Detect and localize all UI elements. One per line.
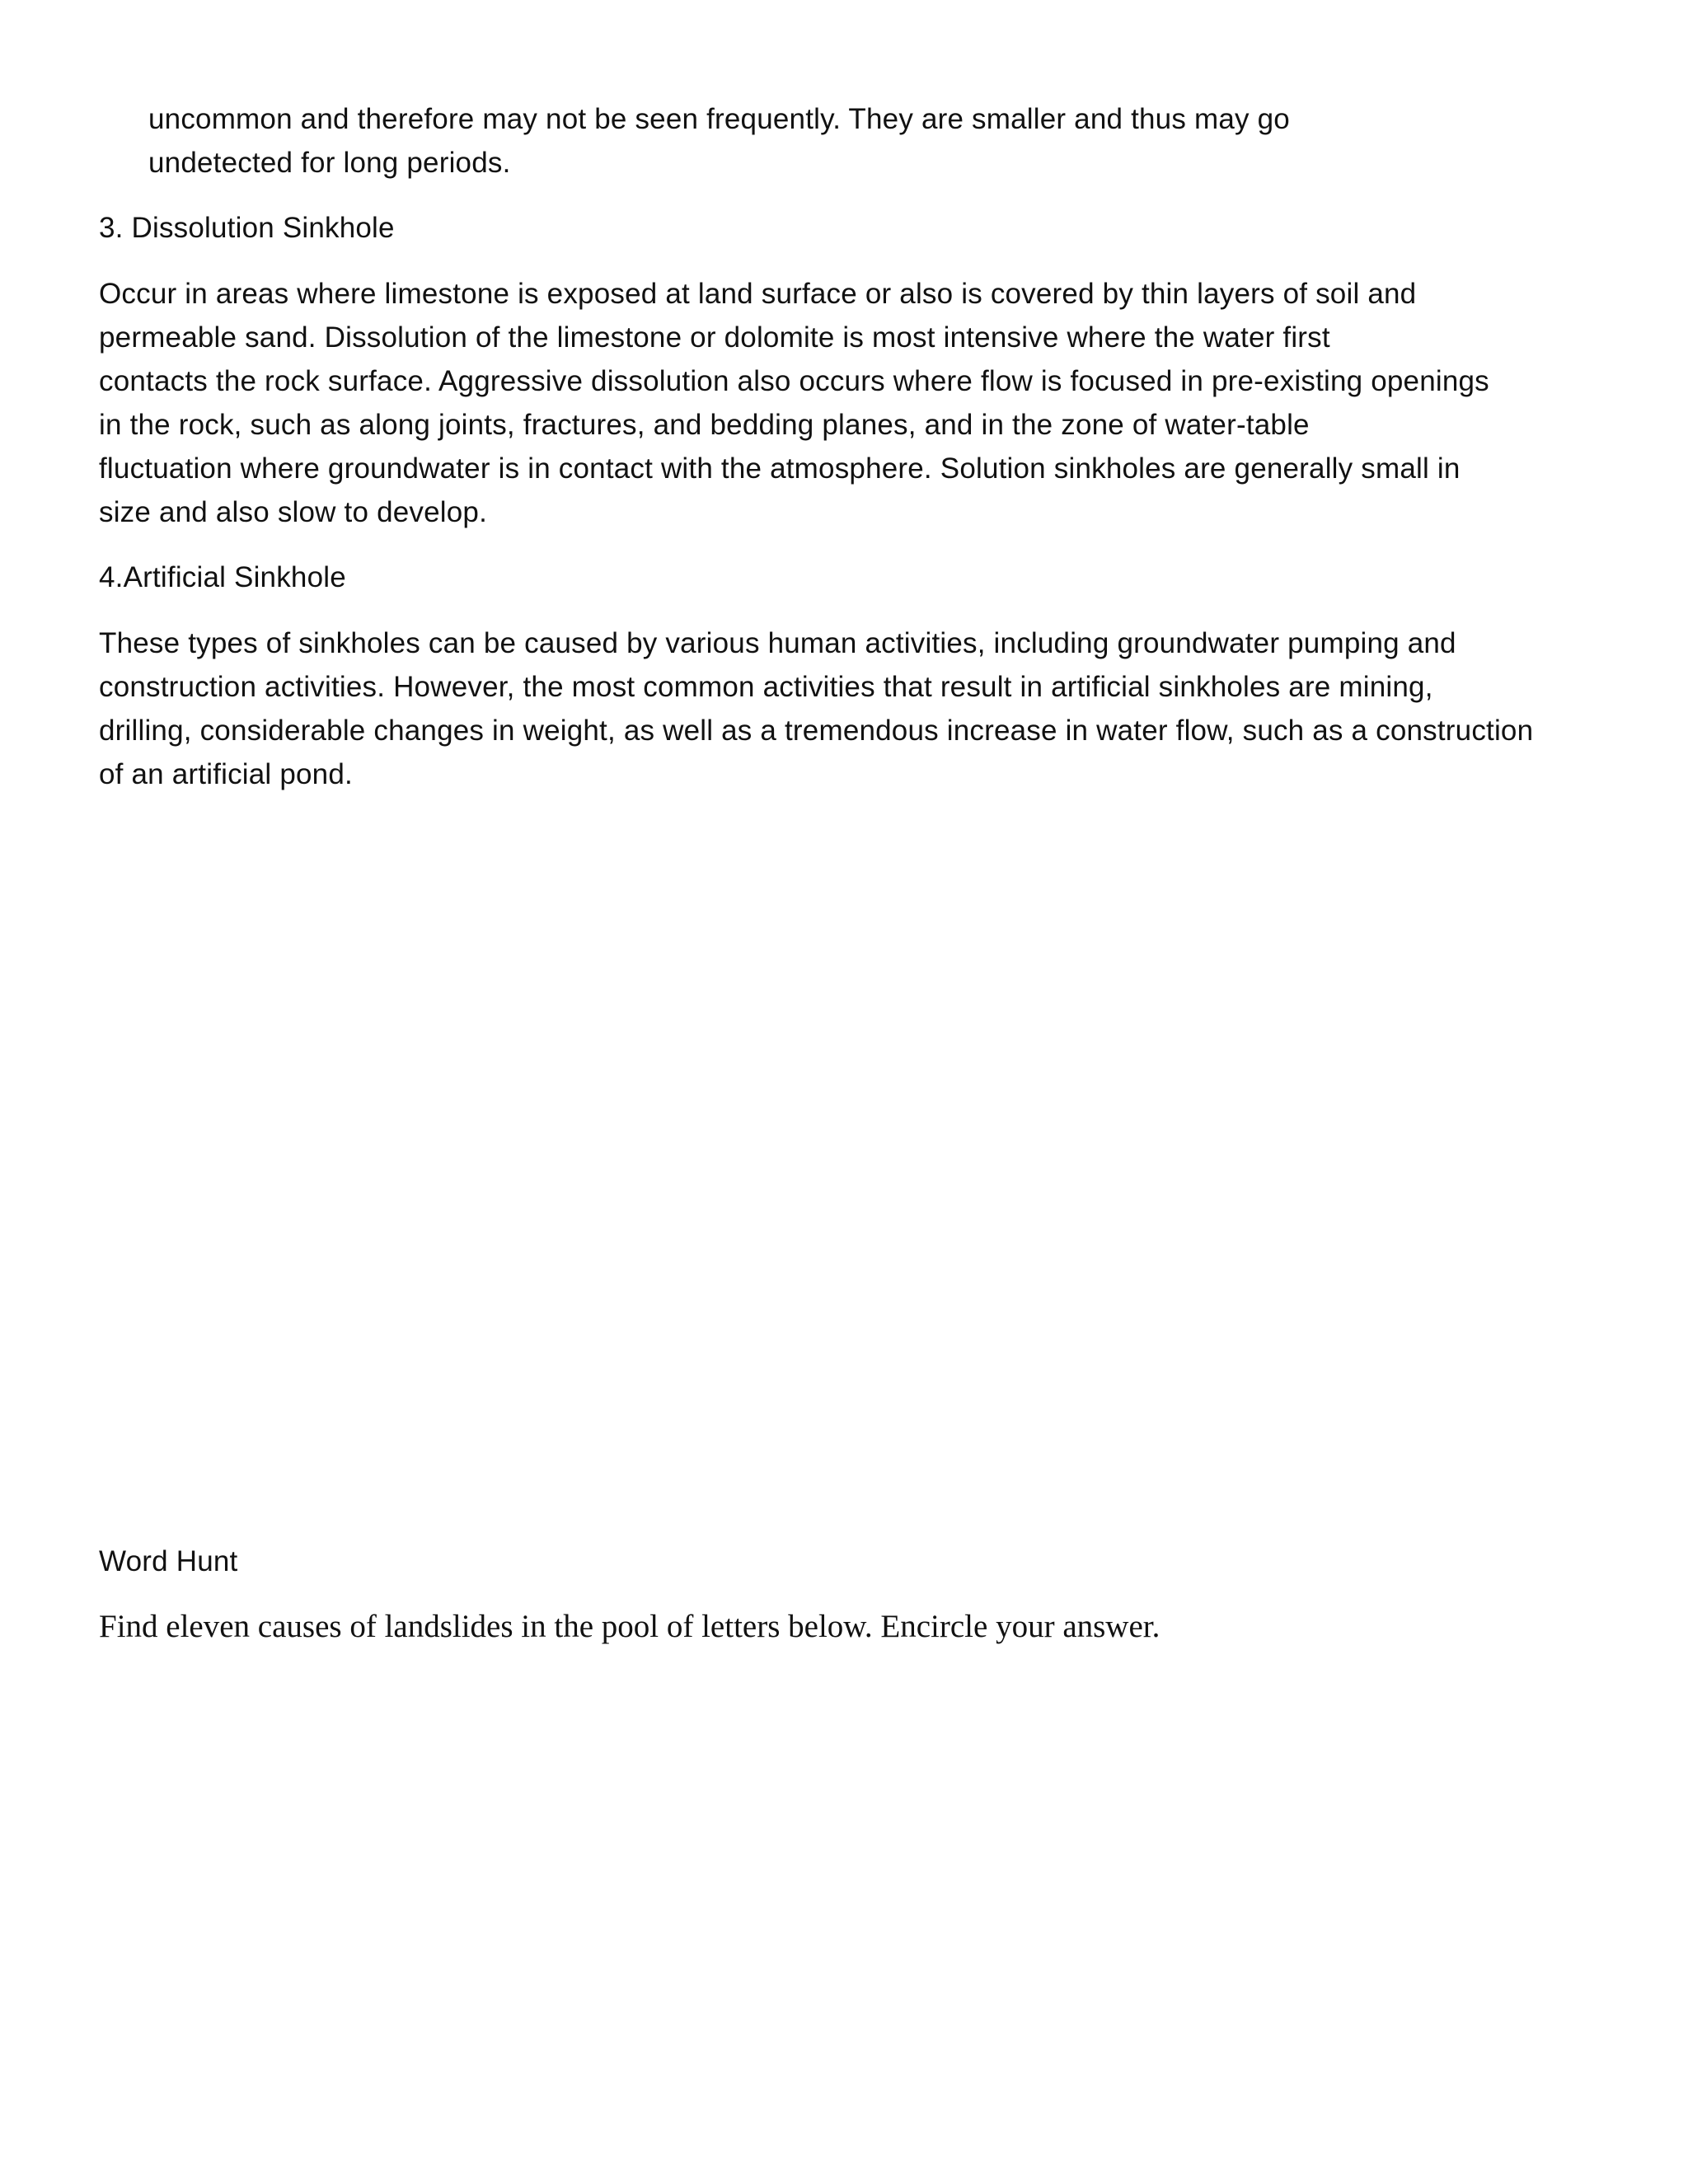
paragraph-line: in the rock, such as along joints, fractures, and bedding planes, and in the zone of water-table: [99, 409, 1310, 441]
paragraph-line: size and also slow to develop.: [99, 496, 487, 528]
paragraph-line: construction activities. However, the most common activities that result in artificial sinkholes are mining,: [99, 671, 1433, 703]
paragraph-line: drilling, considerable changes in weight, as well as a tremendous increase in water flow, such as a construction: [99, 715, 1534, 747]
continuation-line-1: uncommon and therefore may not be seen frequently. They are smaller and thus may go: [148, 103, 1290, 135]
section-heading-dissolution-sinkhole: 3. Dissolution Sinkhole: [99, 212, 395, 244]
word-hunt-instruction: Find eleven causes of landslides in the pool of letters below. Encircle your answer.: [99, 1609, 1160, 1644]
paragraph-line: permeable sand. Dissolution of the limestone or dolomite is most intensive where the water first: [99, 321, 1330, 354]
continuation-line-2: undetected for long periods.: [148, 147, 511, 179]
paragraph-line: contacts the rock surface. Aggressive dissolution also occurs where flow is focused in pre-existing openings: [99, 365, 1489, 397]
paragraph-line: These types of sinkholes can be caused by various human activities, including groundwater pumping and: [99, 627, 1456, 659]
section-heading-artificial-sinkhole: 4.Artificial Sinkhole: [99, 561, 346, 593]
word-hunt-heading: Word Hunt: [99, 1545, 238, 1577]
paragraph-line: Occur in areas where limestone is exposed at land surface or also is covered by thin layers of soil and: [99, 278, 1417, 310]
paragraph-line: of an artificial pond.: [99, 758, 353, 790]
paragraph-line: fluctuation where groundwater is in contact with the atmosphere. Solution sinkholes are generally small in: [99, 452, 1461, 485]
